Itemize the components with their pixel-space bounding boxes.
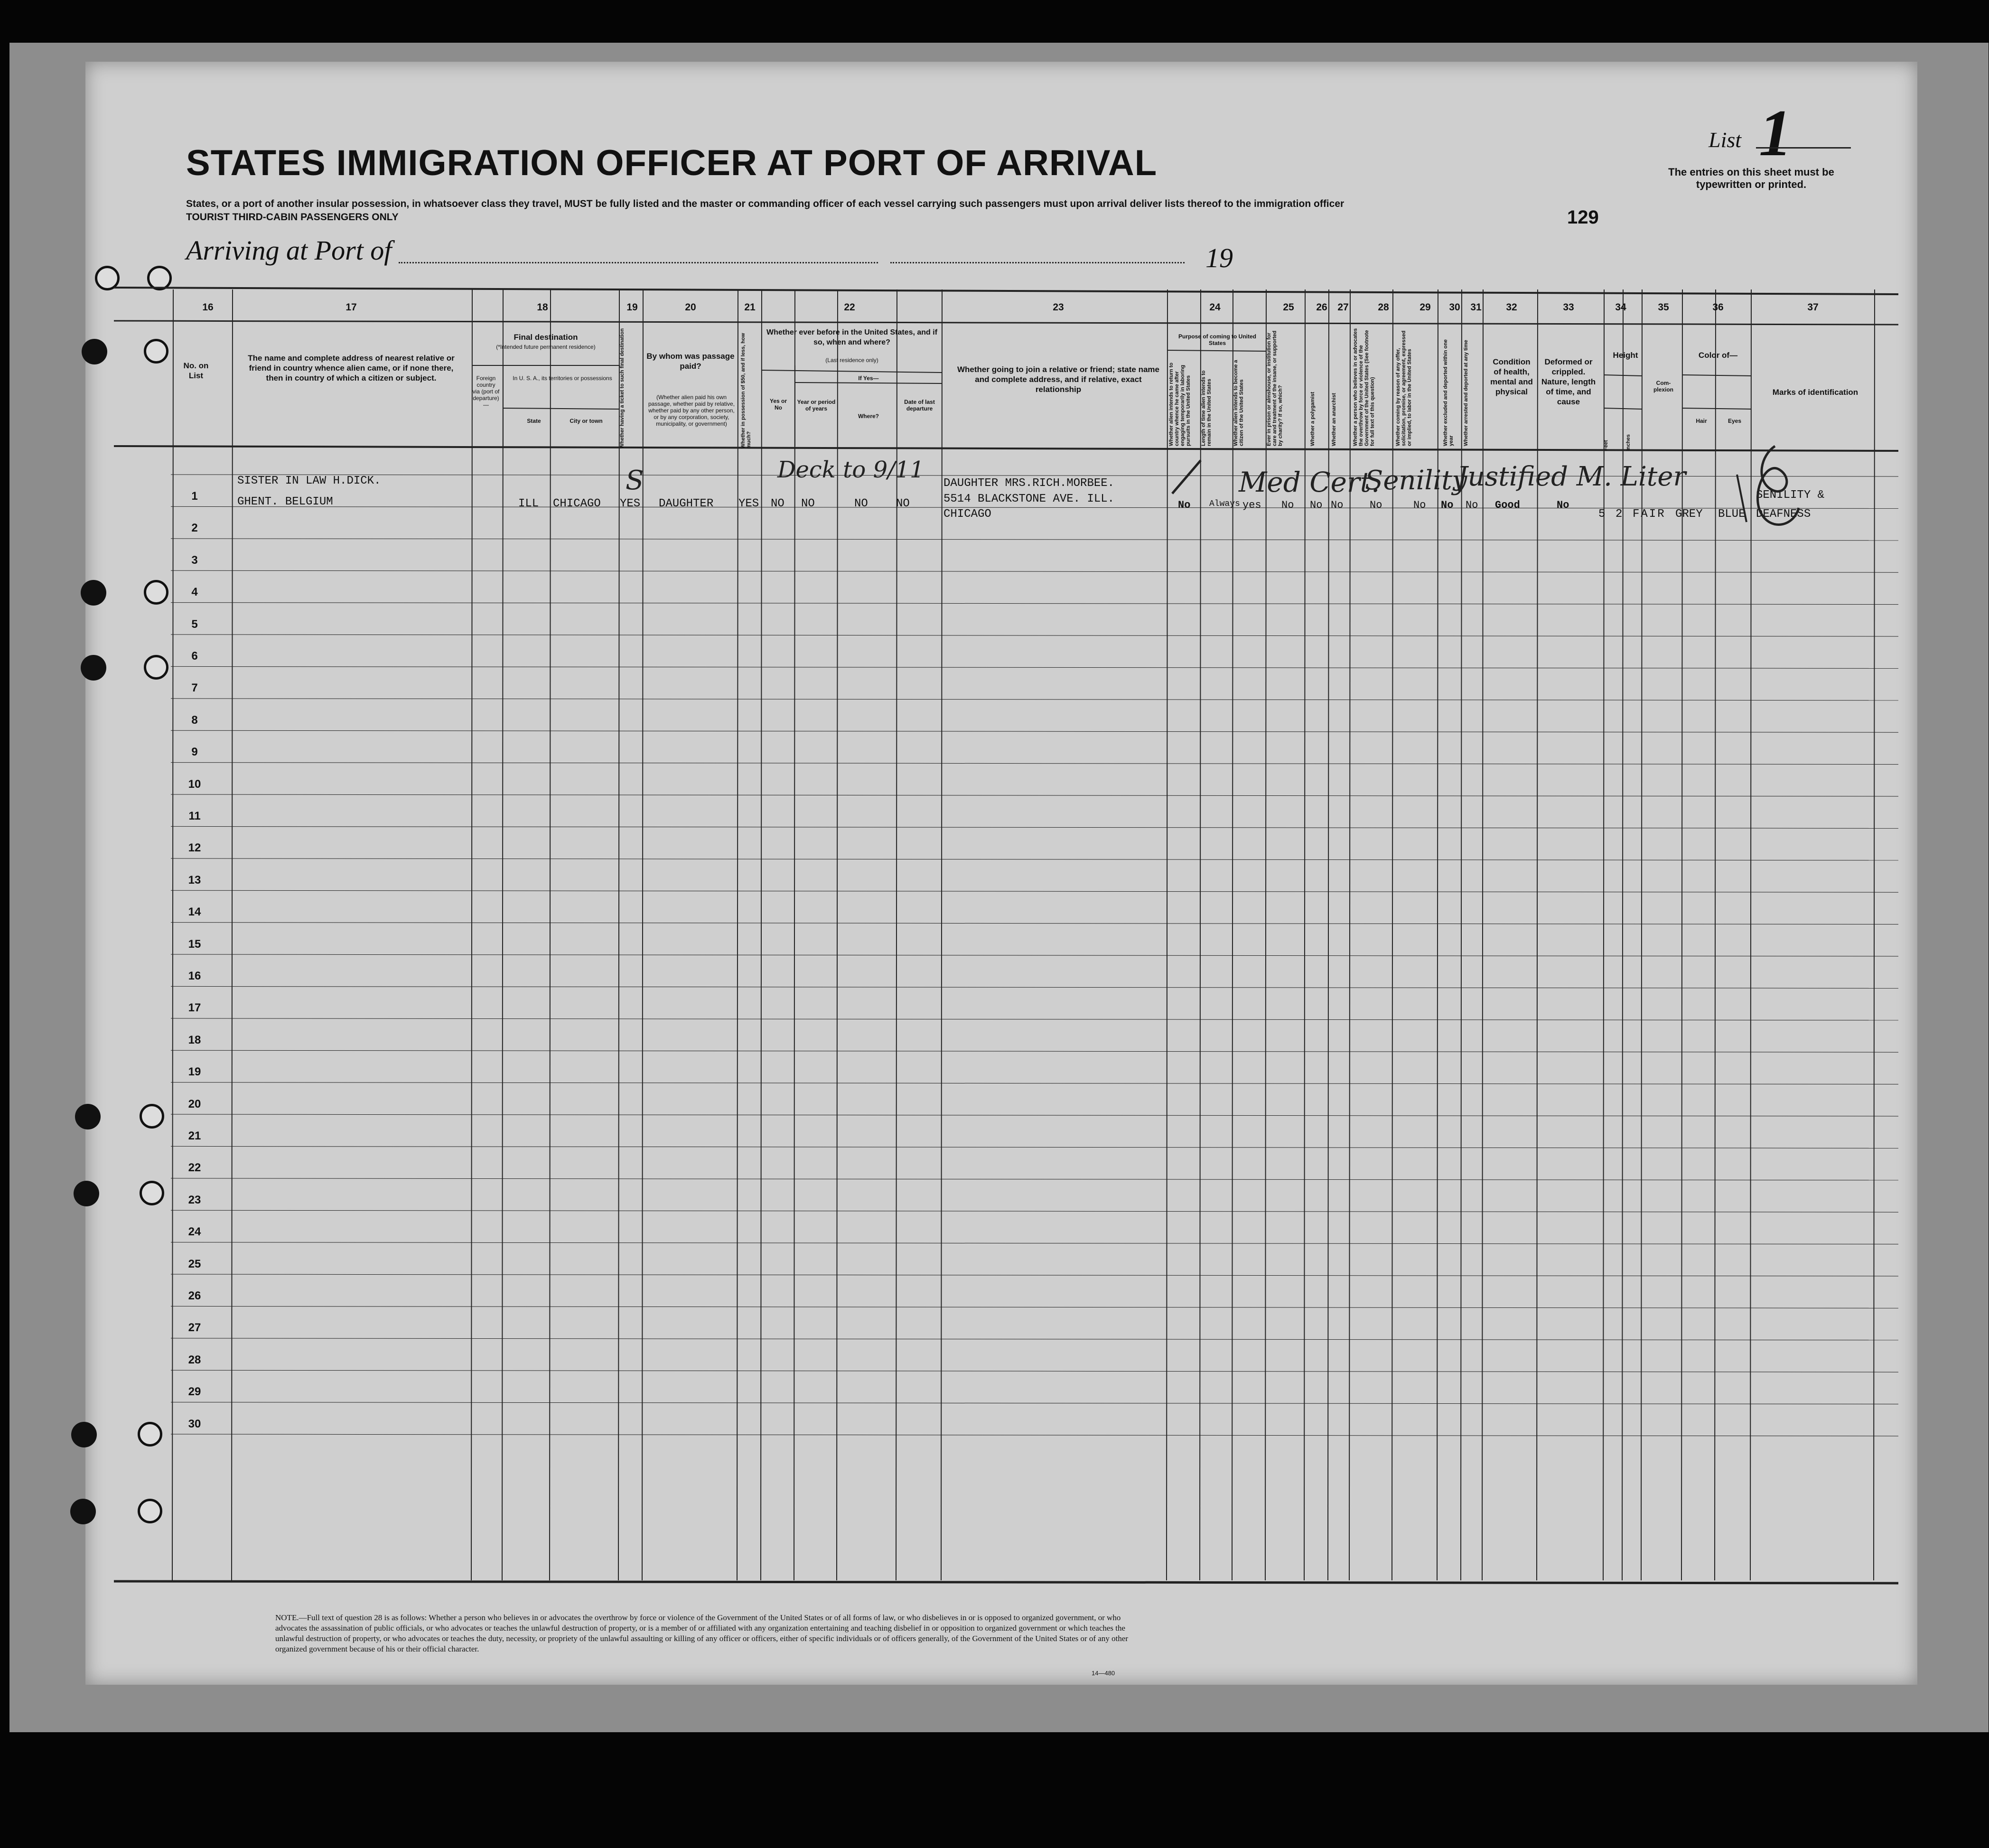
header-yes-or-no: Yes or No: [769, 398, 787, 411]
column-rule: [172, 289, 173, 1580]
row-number: 20: [188, 1097, 201, 1111]
handwritten-justified: Justified M. Liter: [1457, 461, 1686, 492]
form-number: 129: [1567, 207, 1599, 228]
column-rule: [502, 289, 503, 1580]
row-number: 8: [191, 713, 198, 727]
column-number: 23: [1053, 302, 1064, 313]
header-relative: The name and complete address of nearest relative or friend in country whence alien came, or if none there, then in country of which a citizen or subject.: [248, 354, 455, 383]
entry-prison: No: [1281, 499, 1294, 511]
column-rule: [1232, 289, 1233, 1580]
row-number: 16: [188, 970, 201, 982]
column-number: 33: [1563, 302, 1574, 313]
header-passage-paid: By whom was passage paid?: [646, 352, 735, 371]
row-number: 29: [188, 1385, 201, 1399]
row-number: 22: [188, 1161, 201, 1175]
header-hair: Hair: [1696, 418, 1707, 424]
entry-length: Always: [1209, 499, 1240, 509]
row-number: 2: [191, 522, 198, 535]
entry-q31: No: [1466, 499, 1478, 511]
entry-fifty: YES: [738, 497, 759, 510]
row-number: 18: [188, 1033, 201, 1046]
form-title: STATES IMMIGRATION OFFICER AT PORT OF ARRIVAL: [186, 143, 1158, 183]
header-final-destination-note: (*Intended future permanent residence): [496, 344, 596, 350]
header-height: Height: [1613, 351, 1638, 360]
row-number: 24: [188, 1225, 201, 1239]
row-rule: [171, 539, 1898, 541]
header-q31: Whether arrested and deported at any time: [1463, 340, 1469, 446]
row-number: 5: [191, 617, 198, 631]
row-number: 23: [188, 1193, 201, 1206]
column-rule: [837, 289, 838, 1580]
subheader-rule: [503, 408, 619, 409]
header-foreign-country: Foreign country via (port of departure)—: [472, 375, 500, 408]
entry-q28: No: [1370, 499, 1382, 511]
row-rule: [171, 1242, 1898, 1244]
row-rule: [171, 1146, 1898, 1148]
row-rule: [171, 763, 1898, 765]
column-number-rule: [114, 321, 1898, 325]
header-fifty-dollars: Whether in possession of $50, and if less, how much?: [740, 333, 752, 448]
header-marks: Marks of identification: [1772, 388, 1858, 397]
header-purpose-citizen: Whether alien intends to become a citizen of the United States: [1233, 360, 1244, 446]
typewritten-instruction: The entries on this sheet must be typewritten or printed.: [1668, 166, 1834, 190]
row-number: 13: [188, 873, 201, 887]
row-number: 21: [188, 1129, 201, 1142]
subheader-rule: [1682, 375, 1751, 376]
header-purpose: Purpose of coming to United States: [1178, 333, 1256, 346]
column-rule: [737, 289, 738, 1580]
row-rule: [171, 730, 1898, 732]
list-label: List: [1709, 128, 1742, 152]
header-eyes: Eyes: [1728, 418, 1742, 424]
row-rule: [171, 1114, 1898, 1116]
header-anarchist: Whether an anarchist: [1331, 393, 1337, 446]
handwritten-s: S: [626, 465, 644, 496]
column-number: 19: [626, 302, 638, 313]
row-rule: [171, 986, 1898, 988]
column-rule: [941, 289, 942, 1580]
column-number: 31: [1470, 302, 1482, 313]
date-blank[interactable]: [890, 262, 1185, 263]
row-rule: [171, 1434, 1898, 1436]
subheader-rule: [1604, 408, 1642, 409]
row-rule: [171, 890, 1898, 892]
column-rule: [896, 289, 897, 1580]
list-underline: [1756, 147, 1851, 149]
column-number: 28: [1378, 302, 1389, 313]
column-number: 26: [1316, 302, 1327, 313]
handwritten-initials-mark: [1718, 437, 1808, 541]
header-color-of: Color of—: [1698, 351, 1738, 360]
row-rule: [171, 666, 1898, 668]
row-rule: [171, 794, 1898, 796]
row-rule: [171, 1210, 1898, 1212]
form-subtitle: States, or a port of another insular possession, in whatsoever class they travel, MUST be fully listed and the master or commanding officer of each vessel carrying such passengers must upon arrival deliver lists thereof to the immigration officer: [186, 198, 1345, 209]
row-rule: [171, 570, 1898, 572]
row-rule: [171, 1338, 1898, 1340]
header-health: Condition of health, mental and physical: [1490, 357, 1533, 396]
subheader-rule: [1604, 375, 1642, 376]
column-rule: [232, 289, 233, 1580]
header-feet: Feet: [1603, 440, 1609, 451]
row-number: 4: [191, 586, 198, 599]
entry-inches: 2: [1615, 508, 1623, 521]
row-rule: [171, 954, 1898, 956]
passenger-class: TOURIST THIRD-CABIN PASSENGERS ONLY: [186, 212, 399, 223]
column-rule: [618, 289, 619, 1580]
table-bottom-rule: [114, 1581, 1898, 1583]
header-prison: Ever in prison or almshouse, or institution for care and treatment of the insane, or supported by charity? If so, which?: [1266, 330, 1283, 446]
header-q28: Whether a person who believes in or advocates the overthrow by force or violence of the Government of the United States (See footnote for full text of this question): [1353, 328, 1375, 446]
column-rule: [471, 289, 472, 1580]
entry-city: CHICAGO: [553, 497, 601, 510]
entry-passage-paid: DAUGHTER: [659, 497, 714, 510]
row-number: 30: [188, 1417, 201, 1430]
entry-eyes: BLUE: [1718, 508, 1746, 521]
entry-health: Good: [1495, 499, 1520, 511]
entry-anarchist: No: [1331, 499, 1344, 511]
handwritten-senility: Senility: [1365, 465, 1467, 496]
row-number: 25: [188, 1257, 201, 1270]
entry-marks-line2: DEAFNESS: [1756, 508, 1811, 521]
handwritten-check-mark: [1167, 456, 1205, 498]
subheader-rule: [762, 370, 942, 373]
entry-joining-line3: CHICAGO: [943, 508, 991, 521]
column-number: 21: [744, 302, 756, 313]
header-q29: Whether coming by reason of any offer, solicitation, promise, or agreement, expressed or implied, to labor in the United States: [1395, 330, 1412, 446]
entry-ever-before: NO: [771, 497, 784, 510]
column-number: 27: [1337, 302, 1349, 313]
column-number: 18: [537, 302, 548, 313]
entry-deformed: No: [1557, 499, 1569, 511]
entry-hair: GREY: [1675, 508, 1703, 521]
row-number: 15: [188, 937, 201, 951]
row-rule: [171, 1402, 1898, 1404]
header-ever-before: Whether ever before in the United States, and if so, when and where?: [766, 328, 938, 346]
entry-q29: No: [1413, 499, 1426, 511]
row-number: 17: [188, 1001, 201, 1015]
column-number: 32: [1506, 302, 1517, 313]
row-number: 6: [191, 650, 198, 663]
header-final-destination: Final destination: [514, 333, 578, 342]
column-number: 24: [1209, 302, 1221, 313]
header-year-period: Year or period of years: [797, 399, 836, 412]
entry-where: NO: [854, 497, 868, 510]
port-blank[interactable]: [399, 262, 878, 263]
row-rule: [171, 859, 1898, 860]
entry-state: ILL: [518, 497, 539, 510]
row-rule: [171, 1178, 1898, 1180]
header-ticket: Whether having a ticket to such final destination: [619, 328, 625, 448]
row-rule: [171, 1050, 1898, 1052]
row-rule: [171, 1018, 1898, 1020]
row-number: 1: [191, 490, 198, 503]
column-number: 30: [1449, 302, 1460, 313]
entry-q30: No: [1441, 499, 1454, 511]
header-date-departure: Date of last departure: [904, 399, 935, 412]
header-inches: Inches: [1625, 434, 1631, 451]
row-number: 11: [188, 810, 201, 822]
row-rule: [171, 826, 1898, 828]
column-rule: [1715, 289, 1716, 1580]
header-purpose-return: Whether alien intends to return to country whence he came after engaging temporarily in laboring pursuits in the United States: [1168, 362, 1191, 446]
list-number: 1: [1759, 96, 1792, 170]
handwritten-date-note: Deck to 9/11: [777, 457, 924, 483]
column-number: 37: [1807, 302, 1819, 313]
subheader-rule: [1167, 350, 1266, 351]
entry-year-period: NO: [801, 497, 815, 510]
row-rule: [171, 1370, 1898, 1372]
header-polygamist: Whether a polygamist: [1310, 392, 1316, 446]
row-number: 7: [191, 681, 198, 695]
footnote-question-28: NOTE.—Full text of question 28 is as follows: Whether a person who believes in or advocates the overthrow by force or violence of the Government of the United States or of all forms of law, or who disbelieves in or is opposed to organized government, or who advocates the assassination of public officials, or who advocates or teaches the unlawful destruction of property, or is a member of or affiliated with any organization entertaining and teaching disbelief in or opposition to organized government or which teaches the unlawful destruction of property, or who advocates or teaches the duty, necessity, or propriety of the unlawful assaulting or killing of any officer or officers, either of specific individuals or of officers generally, of the Government of the United States or of any other organized government because of his or their official character.: [275, 1613, 1129, 1653]
column-rule: [1874, 289, 1875, 1580]
entry-return: No: [1178, 499, 1191, 511]
entry-joining-line1: DAUGHTER MRS.RICH.MORBEE.: [943, 477, 1115, 490]
entry-relative-line1: SISTER IN LAW H.DICK.: [237, 475, 381, 487]
row-number: 9: [191, 746, 198, 759]
row-number: 26: [188, 1289, 201, 1302]
entry-joining-line2: 5514 BLACKSTONE AVE. ILL.: [943, 493, 1115, 505]
column-number: 22: [844, 302, 855, 313]
header-city: City or town: [570, 418, 603, 424]
row-rule: [171, 635, 1898, 636]
header-top-rule: [114, 288, 1898, 294]
row-rule: [171, 1083, 1898, 1084]
row-number: 28: [188, 1353, 201, 1366]
header-joining: Whether going to join a relative or friend; state name and complete address, and if relative, exact relationship: [957, 365, 1159, 394]
column-rule: [550, 289, 551, 1580]
header-state: State: [527, 418, 541, 424]
column-number: 16: [202, 302, 214, 313]
column-number: 36: [1712, 302, 1724, 313]
column-number: 34: [1615, 302, 1626, 313]
entry-polygamist: No: [1310, 499, 1323, 511]
header-complexion: Com- plexion: [1653, 380, 1673, 393]
header-q30: Whether excluded and deported within one year: [1443, 339, 1454, 446]
year-prefix: 19: [1205, 243, 1233, 273]
header-passage-note: (Whether alien paid his own passage, whether paid by relative, whether paid by any other person, or by any corporation, society, municipality, or government): [648, 394, 735, 427]
column-rule: [761, 289, 762, 1580]
column-number: 20: [685, 302, 696, 313]
row-number: 19: [188, 1065, 201, 1079]
header-deformed: Deformed or crippled. Nature, length of time, and cause: [1541, 357, 1596, 406]
header-if-yes: If Yes—: [858, 375, 879, 382]
entry-relative-line2: GHENT. BELGIUM: [237, 495, 333, 508]
column-rule: [794, 289, 795, 1580]
form-code: 14—480: [1092, 1670, 1115, 1677]
entry-marks-line1: SENILITY &: [1756, 489, 1825, 502]
header-where: Where?: [858, 413, 879, 420]
handwritten-med-cert: Med Cert.: [1239, 466, 1380, 498]
header-no-on-list: No. on List: [183, 361, 209, 380]
column-number: 29: [1419, 302, 1431, 313]
row-rule: [171, 923, 1898, 924]
entry-feet: 5: [1598, 508, 1606, 521]
row-rule: [171, 1274, 1898, 1276]
row-number: 27: [188, 1321, 201, 1335]
header-in-usa: In U. S. A., its territories or possessions: [513, 375, 612, 382]
row-number: 14: [188, 905, 201, 919]
row-rule: [171, 699, 1898, 700]
entry-date-departure: NO: [896, 497, 910, 510]
entry-ticket: YES: [620, 497, 641, 510]
entry-complexion: FAIR: [1633, 508, 1666, 521]
column-number: 17: [346, 302, 357, 313]
column-number: 35: [1658, 302, 1669, 313]
row-rule: [171, 603, 1898, 605]
column-number: 25: [1283, 302, 1294, 313]
row-rule: [171, 1306, 1898, 1308]
subheader-rule: [1682, 408, 1751, 409]
arriving-label: Arriving at Port of: [186, 235, 392, 266]
row-number: 10: [188, 777, 201, 791]
row-number: 3: [191, 553, 198, 567]
row-number: 12: [188, 841, 201, 855]
entry-citizen: yes: [1242, 499, 1261, 511]
header-purpose-length: Length of time alien intends to remain in the United States: [1201, 370, 1212, 446]
header-ever-before-note: (Last residence only): [825, 357, 878, 364]
